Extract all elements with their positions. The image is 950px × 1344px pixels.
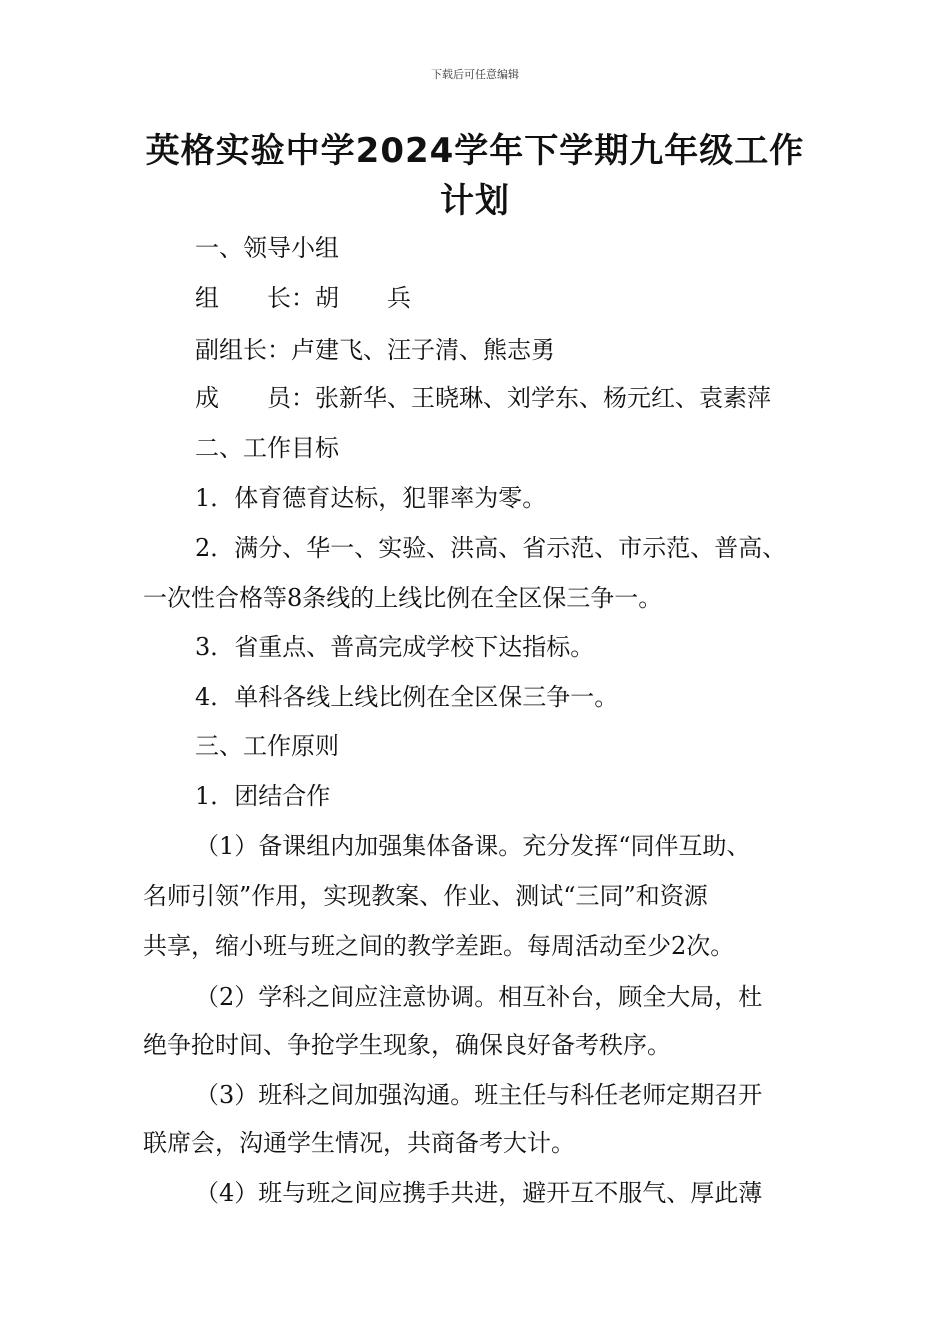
paragraph-3-line-2: 联席会，沟通学生情况，共商备考大计。 bbox=[143, 1129, 575, 1157]
document-title-line-2: 计划 bbox=[440, 181, 510, 221]
paragraph-2-line-2: 绝争抢时间、争抢学生现象，确保良好备考秩序。 bbox=[143, 1031, 671, 1059]
goal-item-2-line-2: 一次性合格等8条线的上线比例在全区保三争一。 bbox=[143, 584, 663, 612]
paragraph-1-line-2: 名师引领”作用，实现教案、作业、测试“三同”和资源 bbox=[143, 882, 708, 910]
paragraph-1-line-3: 共享，缩小班与班之间的教学差距。每周活动至少2次。 bbox=[143, 932, 735, 960]
goal-item-1: 1．体育德育达标，犯罪率为零。 bbox=[195, 484, 547, 512]
principle-item-1: 1．团结合作 bbox=[195, 782, 331, 810]
paragraph-1-line-1: （1）备课组内加强集体备课。充分发挥“同伴互助、 bbox=[195, 832, 751, 860]
goal-item-2-line-1: 2．满分、华一、实验、洪高、省示范、市示范、普高、 bbox=[195, 534, 787, 562]
paragraph-3-line-1: （3）班科之间加强沟通。班主任与科任老师定期召开 bbox=[195, 1081, 763, 1109]
section-heading-goals: 二、工作目标 bbox=[195, 434, 339, 462]
leader-line: 组 长：胡 兵 bbox=[195, 284, 411, 312]
document-title-line-1: 英格实验中学2024学年下学期九年级工作 bbox=[145, 131, 805, 171]
members-line: 成 员：张新华、王晓琳、刘学东、杨元红、袁素萍 bbox=[195, 384, 771, 412]
goal-item-4: 4．单科各线上线比例在全区保三争一。 bbox=[195, 683, 619, 711]
goal-item-3: 3．省重点、普高完成学校下达指标。 bbox=[195, 633, 595, 661]
paragraph-2-line-1: （2）学科之间应注意协调。相互补台，顾全大局，杜 bbox=[195, 983, 763, 1011]
header-note: 下载后可任意编辑 bbox=[431, 68, 519, 81]
section-heading-principles: 三、工作原则 bbox=[195, 732, 339, 760]
paragraph-4-line-1: （4）班与班之间应携手共进，避开互不服气、厚此薄 bbox=[195, 1179, 763, 1207]
deputy-leader-line: 副组长：卢建飞、汪子清、熊志勇 bbox=[195, 336, 555, 364]
section-heading-leadership: 一、领导小组 bbox=[195, 234, 339, 262]
